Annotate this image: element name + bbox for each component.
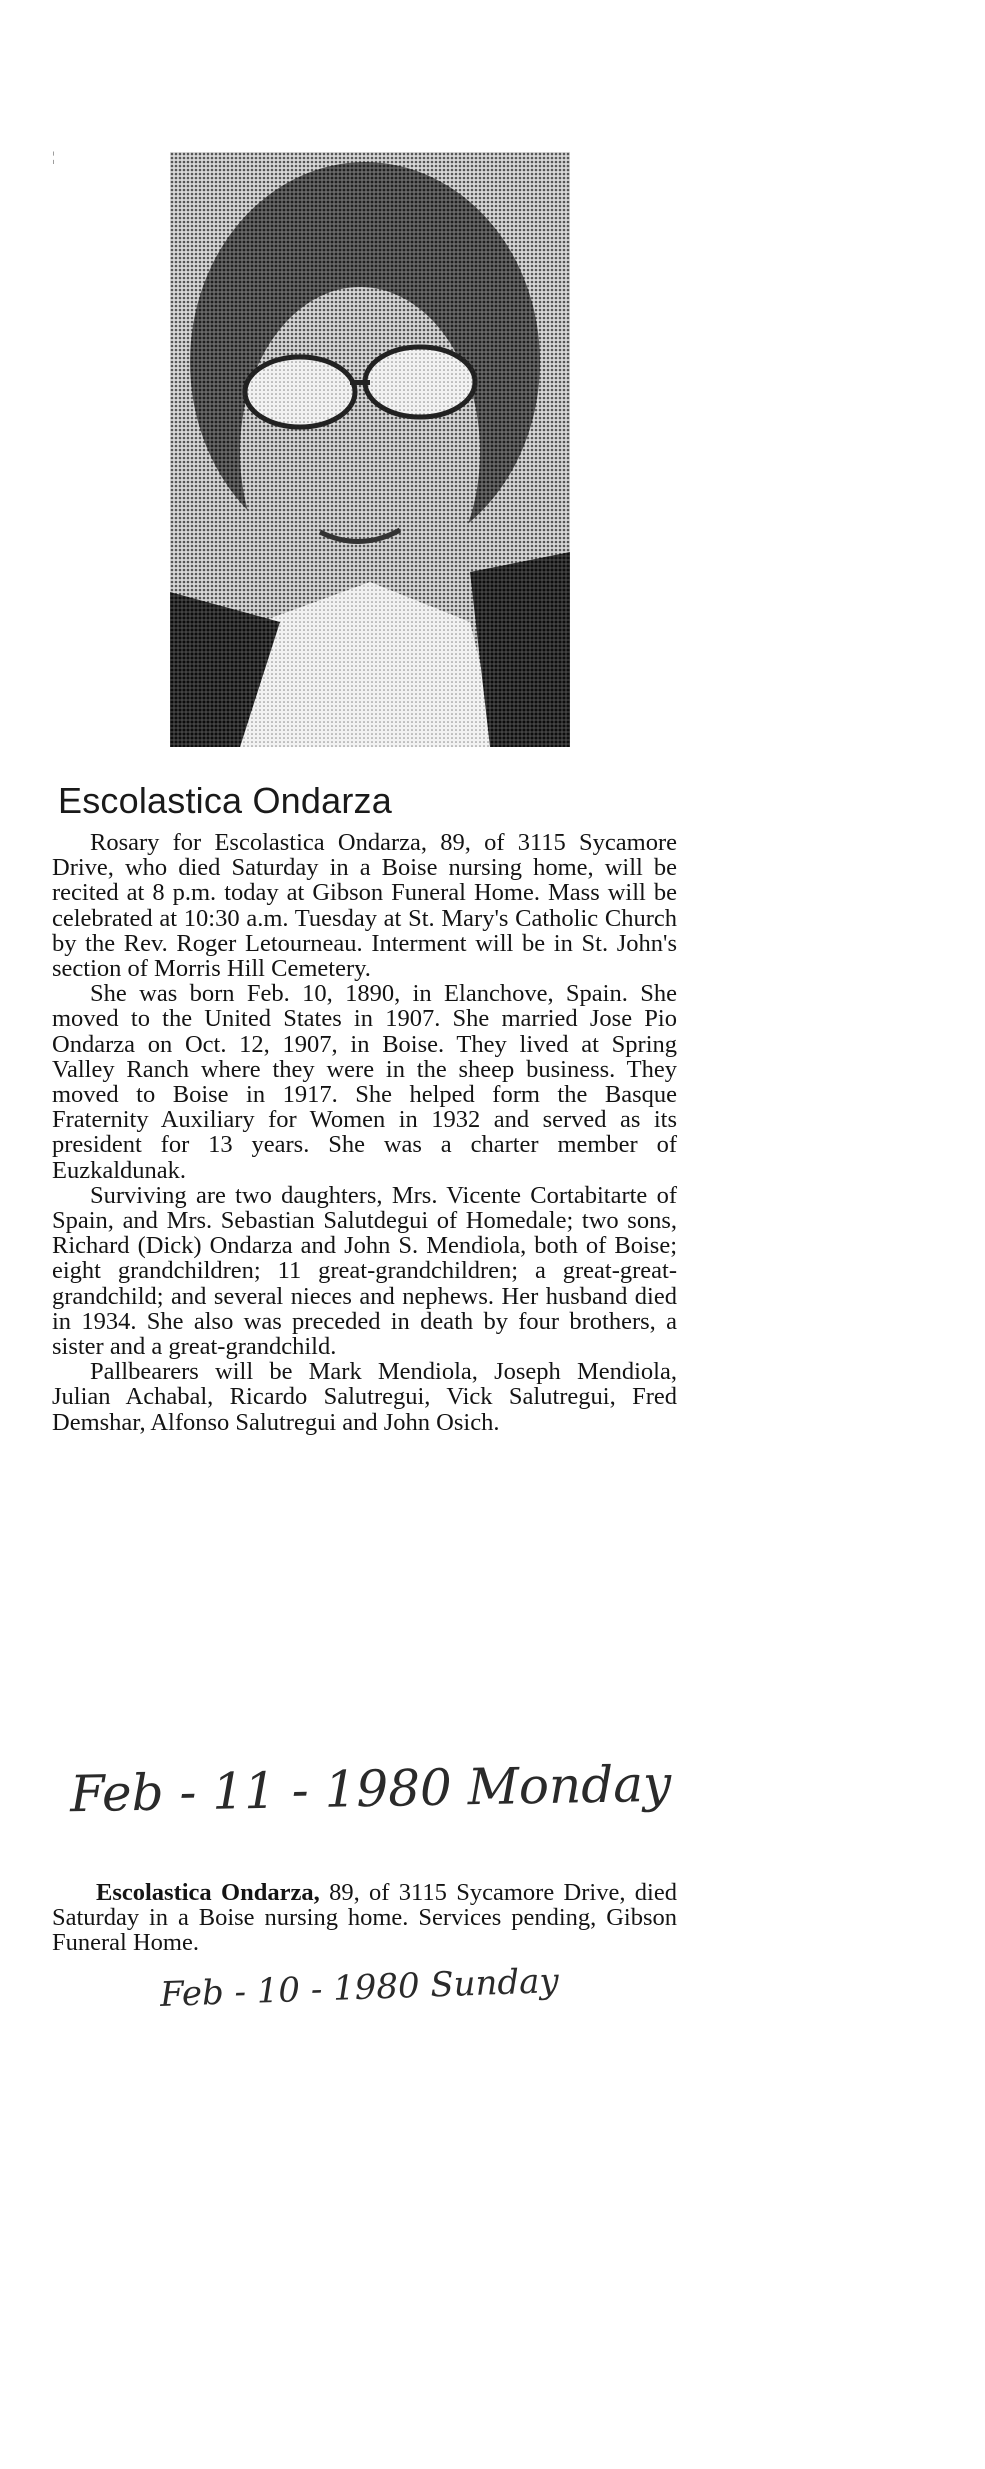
clipping-mark: ¦ xyxy=(52,150,55,165)
handwritten-date: Feb - 11 - 1980 Monday xyxy=(69,1754,672,1824)
article-paragraph: Pallbearers will be Mark Mendiola, Joseph Mendiola, Julian Achabal, Ricardo Salutregui, Vick Salutregui, Fred Demshar, Alfonso Salutregui and John Osich. xyxy=(52,1358,677,1436)
article-paragraph: She was born Feb. 10, 1890, in Elanchove, Spain. She moved to the United States in 1907. She married Jose Pio Ondarza on Oct. 12, 1907, in Boise. They lived at Spring Valley Ranch where they were in the sheep business. They moved to Boise in 1917. She helped form the Basque Fraternity Auxiliary for Women in 1932 and served as its president for 13 years. She was a charter member of Euzkaldunak. xyxy=(52,980,677,1184)
portrait-photo xyxy=(170,152,570,747)
notice-paragraph xyxy=(52,1880,677,1956)
notice-name: Escolastica Ondarza, xyxy=(96,1879,320,1906)
obituary-article xyxy=(52,830,677,1435)
handwritten-date: Feb - 10 - 1980 Sunday xyxy=(159,1961,560,2015)
article-paragraph: Rosary for Escolastica Ondarza, 89, of 3115 Sycamore Drive, who died Saturday in a Boise nursing home, will be recited at 8 p.m. today at Gibson Funeral Home. Mass will be celebrated at 10:30 a.m. Tuesday at St. Mary's Catholic Church by the Rev. Roger Letourneau. Interment will be in St. John's section of Morris Hill Cemetery. xyxy=(52,829,677,983)
article-paragraph: Surviving are two daughters, Mrs. Vicente Cortabitarte of Spain, and Mrs. Sebastian Salutdegui of Homedale; two sons, Richard (Dick) Ondarza and John S. Mendiola, both of Boise; eight grandchildren; 11 great-grandchildren; a great-great-grandchild; and several nieces and nephews. Her husband died in 1934. She also was preceded in death by four brothers, a sister and a great-grandchild. xyxy=(52,1181,677,1361)
obituary-headline: Escolastica Ondarza xyxy=(58,780,392,821)
notice-text: 89, of 3115 Sycamore Drive, died Saturday in a Boise nursing home. Services pending, Gibson Funeral Home. xyxy=(52,1879,677,1957)
death-notice xyxy=(52,1880,677,1956)
portrait-photo-icon xyxy=(170,152,570,747)
